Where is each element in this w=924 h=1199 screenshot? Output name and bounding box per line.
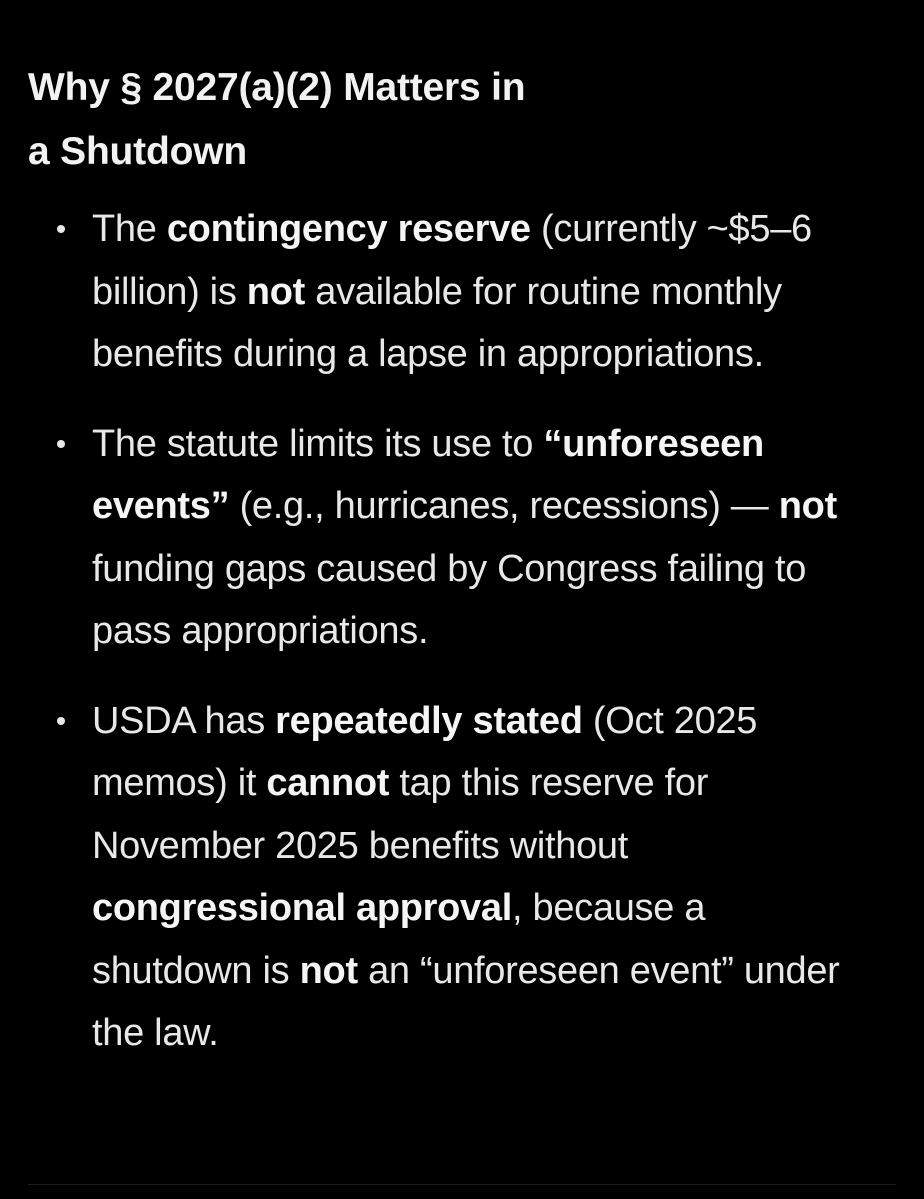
- bullet-item-usda-statement: [0, 690, 924, 1065]
- bold-text-segment: contingency reserve: [166, 208, 531, 250]
- bold-text-segment: cannot: [266, 762, 390, 804]
- text-segment: , because a shutdown is: [92, 887, 706, 992]
- bold-text-segment: not: [246, 270, 305, 313]
- text-segment: The: [92, 208, 167, 250]
- bullet-dot-icon: [57, 717, 65, 725]
- bullet-dot-icon: [57, 440, 65, 448]
- text-segment: (Oct 2025 memos) it: [92, 699, 758, 804]
- text-segment: USDA has: [92, 699, 276, 742]
- bold-text-segment: not: [778, 485, 837, 527]
- text-segment: The statute limits its use to: [92, 422, 544, 465]
- bottom-divider: [28, 1184, 896, 1185]
- bullet-item-contingency-reserve: [0, 198, 924, 386]
- text-segment: an “unforeseen event” under the law.: [92, 949, 840, 1054]
- text-segment: tap this reserve for November 2025 benefits without: [92, 762, 709, 867]
- section-heading: [28, 56, 888, 184]
- bullet-dot-icon: [57, 225, 65, 233]
- text-segment: (e.g., hurricanes, recessions) —: [229, 485, 779, 527]
- bold-text-segment: “unforeseen events”: [92, 422, 764, 527]
- bullet-item-statute-limits: [0, 413, 924, 663]
- bold-text-segment: not: [299, 949, 358, 992]
- text-segment: funding gaps caused by Congress failing to pass appropriations.: [92, 547, 807, 652]
- bold-text-segment: repeatedly stated: [275, 699, 583, 742]
- bold-text-segment: congressional approval: [92, 887, 512, 929]
- heading-line-2: a Shutdown: [28, 130, 247, 173]
- heading-line-1: Why § 2027(a)(2) Matters in: [28, 66, 526, 109]
- text-segment: available for routine monthly benefits during a lapse in appropriations.: [92, 270, 782, 375]
- bullet-list: [0, 198, 924, 1092]
- text-segment: (currently ~$5–6 billion) is: [92, 208, 812, 313]
